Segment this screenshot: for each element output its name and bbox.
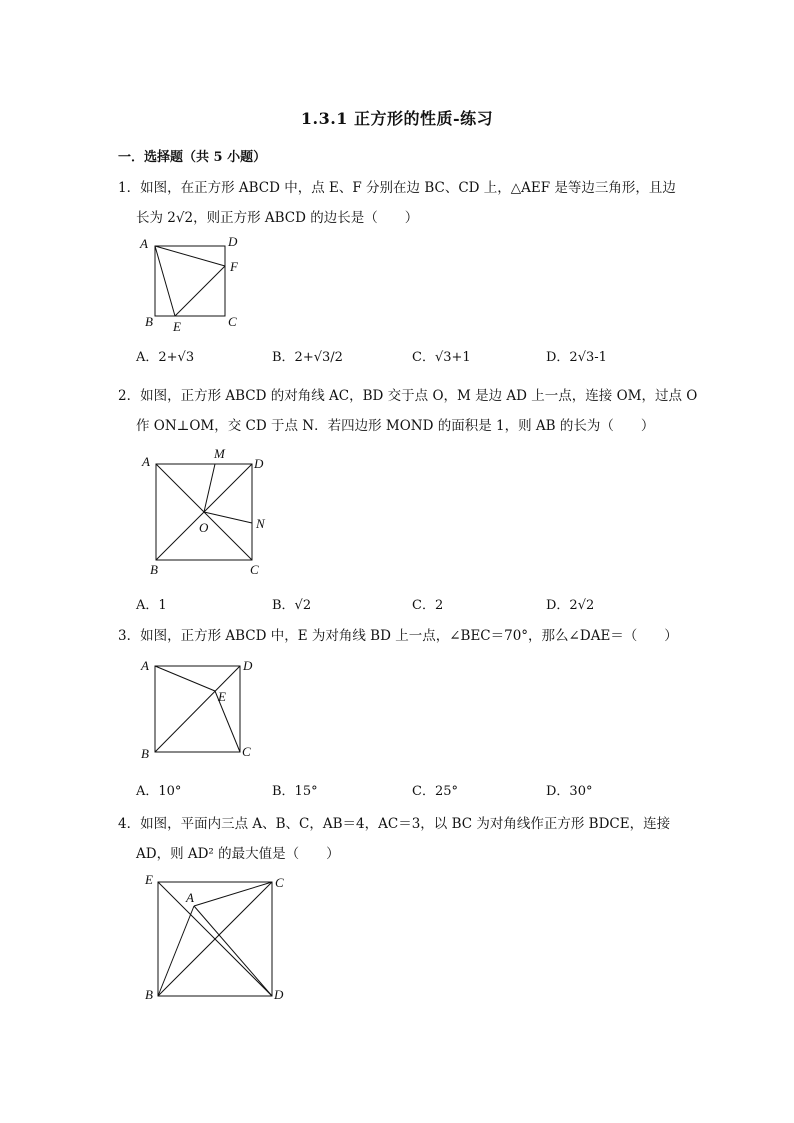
q1-segment-ef	[175, 266, 225, 316]
q2-segment-on	[204, 512, 252, 523]
q1-label-b: B	[145, 314, 153, 329]
q3-label-c: C	[242, 744, 251, 759]
q2-figure	[138, 446, 278, 580]
q2-line2: 作 ON⊥OM，交 CD 于点 N．若四边形 MOND 的面积是 1，则 AB 的长为（ ）	[136, 418, 655, 434]
q2-label-o: O	[199, 520, 209, 535]
q2-segment-om	[204, 464, 215, 512]
q1-segment-af	[155, 246, 225, 266]
q2-label-a: A	[142, 454, 150, 469]
q3-label-d: D	[243, 658, 253, 673]
q2-option-c[interactable]: C．2	[412, 598, 444, 613]
q3-label-e: E	[218, 689, 226, 704]
q2-label-c: C	[250, 562, 259, 577]
q2-line1: 2．如图，正方形 ABCD 的对角线 AC，BD 交于点 O，M 是边 AD 上一点，连接 OM，过点 O	[118, 388, 698, 404]
q3-segment-ae	[155, 666, 215, 691]
q4-line2: AD，则 AD² 的最大值是（ ）	[136, 846, 340, 862]
q1-label-d: D	[228, 234, 238, 249]
q2-option-a[interactable]: A．1	[136, 598, 167, 613]
q4-label-b: B	[145, 987, 153, 1002]
q3-diagonal-bd	[155, 666, 240, 752]
q1-option-c[interactable]: C．√3+1	[412, 350, 471, 365]
q1-line2: 长为 2√2，则正方形 ABCD 的边长是（ ）	[136, 210, 419, 226]
q4-line1: 4．如图，平面内三点 A、B、C，AB＝4，AC＝3，以 BC 为对角线作正方形 BDCE，连接	[118, 816, 671, 832]
q2-label-m: M	[214, 446, 225, 461]
q3-option-a[interactable]: A．10°	[136, 784, 182, 799]
page-title: 1.3.1 正方形的性质-练习	[300, 109, 494, 128]
q3-option-d[interactable]: D．30°	[546, 784, 593, 799]
q4-label-a: A	[186, 890, 194, 905]
q4-label-c: C	[275, 875, 284, 890]
q4-segment-ab	[158, 906, 194, 996]
q1-label-f: F	[230, 259, 238, 274]
q2-label-b: B	[150, 562, 158, 577]
q3-line1: 3．如图，正方形 ABCD 中，E 为对角线 BD 上一点，∠BEC＝70°，那么∠DAE＝（ ）	[118, 628, 678, 644]
q1-option-b[interactable]: B．2+√3/2	[272, 350, 343, 365]
q4-label-d: D	[274, 987, 284, 1002]
q1-line1: 1．如图，在正方形 ABCD 中，点 E、F 分别在边 BC、CD 上，△AEF 是等边三角形，且边	[118, 180, 676, 196]
q4-figure	[140, 868, 300, 1008]
q2-option-b[interactable]: B．√2	[272, 598, 312, 613]
q1-segment-ae	[155, 246, 175, 316]
q3-label-a: A	[141, 658, 149, 673]
q2-option-d[interactable]: D．2√2	[546, 598, 595, 613]
q3-figure	[138, 654, 268, 764]
q2-label-d: D	[254, 456, 264, 471]
q2-label-n: N	[256, 516, 265, 531]
q1-option-d[interactable]: D．2√3-1	[546, 350, 607, 365]
q3-label-b: B	[141, 746, 149, 761]
q4-label-e: E	[145, 872, 153, 887]
section-heading: 一．选择题（共 5 小题）	[118, 150, 267, 165]
q1-label-c: C	[228, 314, 237, 329]
q1-label-a: A	[140, 236, 148, 251]
q1-label-e: E	[173, 319, 181, 334]
q4-segment-ad	[194, 906, 272, 996]
q1-figure	[130, 232, 250, 332]
q3-option-c[interactable]: C．25°	[412, 784, 458, 799]
q1-option-a[interactable]: A．2+√3	[136, 350, 195, 365]
q3-option-b[interactable]: B．15°	[272, 784, 318, 799]
